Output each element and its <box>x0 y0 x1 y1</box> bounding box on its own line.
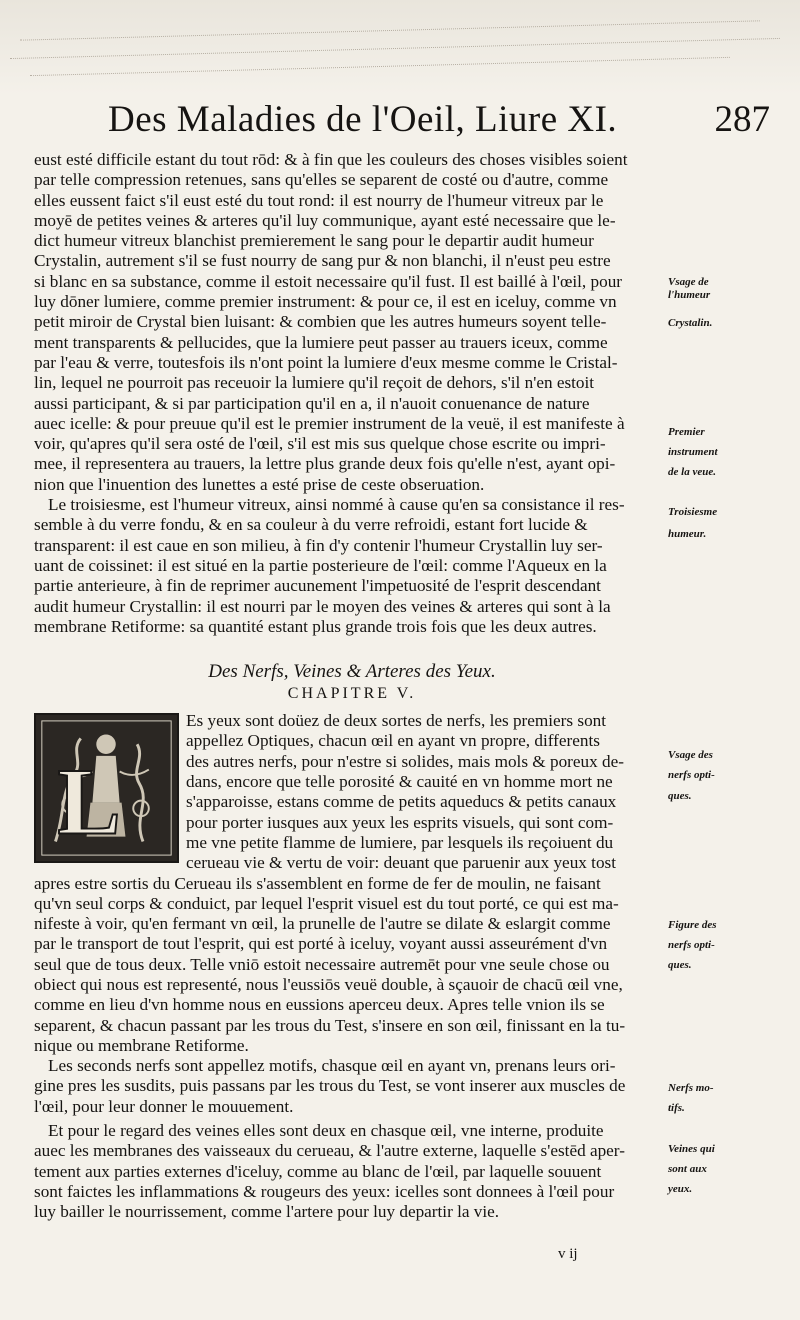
text-line: apres estre sortis du Cerueau ils s'assemblent en forme de fer de moulin, ne faisant <box>34 873 601 893</box>
text-line: Et pour le regard des veines elles sont deux en chasque œil, vne interne, produite <box>48 1121 604 1141</box>
text-line: Crystalin, autrement s'il se fust nourry de sang pur & non blanchi, il n'eust peu estre <box>34 251 611 271</box>
text-line: luy bailler le nourrissement, comme l'artere pour luy departir la vie. <box>34 1202 500 1222</box>
text-line: auec icelle: & pour preuue qu'il est le premier instrument de la veuë, il est manifeste à <box>34 413 625 433</box>
text-line: elles eussent faict s'il eust esté du tout rond: il est nourry de l'humeur vitreux par le <box>34 190 604 210</box>
text-line: dans, encore que telle porosité & cauité en vn homme mort ne <box>186 772 613 792</box>
text-line: par telle compression retenues, sans qu'elles se separent de costé ou d'autre, comme <box>34 170 609 190</box>
margin-note: humeur. <box>668 528 707 540</box>
margin-note: l'humeur <box>668 289 711 301</box>
running-head <box>40 98 770 148</box>
paragraph-optic-nerves <box>34 874 670 1057</box>
text-line: par l'eau & verre, toutesfois ils n'ont point la lumiere d'eux mesme comme le Cristal- <box>34 352 618 372</box>
text-line: luy dōner lumiere, comme premier instrument: & pour ce, il est en iceluy, comme vn <box>34 292 617 312</box>
margin-note: de la veue. <box>668 466 716 478</box>
text-line: sont faictes les inflammations & rougeurs des yeux: icelles sont donnees à l'œil pour <box>34 1181 615 1201</box>
text-line: semble à du verre fondu, & en sa couleur à du verre refroidi, estant fort lucide & <box>34 515 588 535</box>
margin-note: yeux. <box>668 1183 693 1195</box>
text-line: cerueau vie & vertu de voir: deuant que paruenir aux yeux tost <box>186 853 617 873</box>
text-line: transparent: il est caue en son milieu, à fin d'y contenir l'humeur Crystallin luy ser- <box>34 535 603 555</box>
margin-note: ques. <box>668 959 692 971</box>
text-line: l'œil, pour leur donner le mouuement. <box>34 1096 294 1116</box>
text-line: partie anterieure, à fin de reprimer aucunement l'impetuosité de l'esprit descendant <box>34 576 601 596</box>
margin-note: Crystalin. <box>668 317 713 329</box>
svg-text:L: L <box>57 748 121 855</box>
text-line: audit humeur Crystallin: il est nourri par le moyen des veines & arteres qui sont à la <box>34 596 611 616</box>
page-number: 287 <box>714 99 770 140</box>
chapter-opening <box>34 711 670 873</box>
text-line: des autres nerfs, pour n'estre si solides, mais mols & poreux de- <box>186 751 624 771</box>
text-line: dict humeur vitreux blanchist premierement le sang pour le departir audit humeur <box>34 231 594 251</box>
text-line: tement aux parties externes d'iceluy, comme au blanc de l'œil, par laquelle souuent <box>34 1161 602 1181</box>
text-line: seul que de tous deux. Telle vniō estoit necessaire autremēt pour vne seule chose ou <box>34 954 610 974</box>
text-line: mee, il representera au trauers, la lettre plus grande deux fois qu'elle n'est, ayant opi- <box>34 454 616 474</box>
chapter-number: CHAPITRE V. <box>287 685 417 703</box>
paragraph-crystalline <box>34 150 670 495</box>
paragraph-motor-nerves <box>34 1056 670 1117</box>
margin-note: Nerfs mo- <box>668 1082 714 1094</box>
text-line: separent, & chacun passant par les trous du Test, s'insere en son œil, finissant en la tu- <box>34 1015 626 1035</box>
margin-note: Vsage de <box>668 276 709 288</box>
margin-note: nerfs opti- <box>668 939 715 951</box>
running-title: Des Maladies de l'Oeil, Liure XI. <box>108 99 618 140</box>
margin-note: Premier <box>668 426 705 438</box>
text-line: comme en lieu d'vn homme nous en eussions aperceu deux. Apres telle vnion ils se <box>34 995 605 1015</box>
text-line: ment transparents & pellucides, que la lumiere peut passer au trauers iceux, comme <box>34 332 608 352</box>
text-line: membrane Retiforme: sa quantité estant plus grande trois fois que les deux autres. <box>34 616 597 636</box>
text-line: nion que l'inuention des lunettes a esté prise de ceste obseruation. <box>34 474 485 494</box>
text-line: pour porter iusques aux yeux les esprits visuels, qui sont com- <box>186 812 614 832</box>
chapter-title: Des Nerfs, Veines & Arteres des Yeux. <box>208 661 496 683</box>
main-text <box>34 150 670 1223</box>
text-line: nifeste à voir, qu'en fermant vn œil, la prunelle de l'autre se dilate & eslargit comme <box>34 914 611 934</box>
text-line: nique ou membrane Retiforme. <box>34 1035 249 1055</box>
text-line: aussi participant, & si par participation qu'il en a, il n'auoit conuenance de nature <box>34 393 590 413</box>
text-line: uant de coissinet: il est situé en la partie posterieure de l'œil: comme l'Aqueux en la <box>34 555 607 575</box>
margin-note: instrument <box>668 446 718 458</box>
margin-note: Troisiesme <box>668 506 718 518</box>
text-line: s'apparoisse, estans comme de petits aqueducs & petits canaux <box>186 792 617 812</box>
text-line: qu'vn seul corps & conduict, par lequel l'esprit visuel est du tout porté, ce qui est ma- <box>34 893 619 913</box>
text-line: Le troisiesme, est l'humeur vitreux, ainsi nommé à cause qu'en sa consistance il res- <box>48 495 625 515</box>
text-line: voir, qu'apres qu'il sera osté de l'œil, s'il est mis sus quelque chose escrite ou impri- <box>34 434 606 454</box>
text-line: Les seconds nerfs sont appellez motifs, chasque œil en ayant vn, prenans leurs ori- <box>48 1056 616 1076</box>
text-line: gine pres les susdits, puis passans par les trous du Test, se vont inserer aux muscles de <box>34 1076 626 1096</box>
margin-note: Veines qui <box>668 1143 715 1155</box>
bleed-through-area <box>0 0 800 95</box>
text-line: lin, lequel ne pourroit pas receuoir la lumiere qu'il reçoit de dehors, s'il n'en estoit <box>34 373 595 393</box>
margin-note: Vsage des <box>668 749 713 761</box>
text-line: par le transport de tout l'esprit, qui est porté à iceluy, voyant aussi asseurément d'vn <box>34 934 608 954</box>
text-line: si blanc en sa substance, comme il estoit necessaire qu'il fust. Il est baillé à l'œil, pour <box>34 271 623 291</box>
text-line: obiect qui nous est representé, nous l'eussiōs veuë double, à sçauoir de chacū œil vne, <box>34 974 623 994</box>
margin-note: nerfs opti- <box>668 769 715 781</box>
text-line: auec les membranes des vaisseaux du cerueau, & l'autre externe, laquelle s'estēd aper- <box>34 1141 625 1161</box>
margin-note: tifs. <box>668 1102 685 1114</box>
text-line: me vne petite flamme de lumiere, par lesquels ils reçoiuent du <box>186 832 614 852</box>
text-line: Es yeux sont doüez de deux sortes de nerfs, les premiers sont <box>186 711 607 731</box>
text-line: moyē de petites veines & arteres qu'il luy communique, ayant esté necessaire que le- <box>34 210 616 230</box>
paragraph-veins <box>34 1121 670 1222</box>
signature-mark: v ij <box>558 1246 578 1262</box>
text-line: petit miroir de Crystal bien luisant: & combien que les autres humeurs soyent telle- <box>34 312 607 332</box>
margin-note: Figure des <box>668 919 717 931</box>
margin-note: ques. <box>668 790 692 802</box>
text-line: appellez Optiques, chacun œil en ayant vn propre, differents <box>186 731 600 751</box>
text-line: eust esté difficile estant du tout rōd: & à fin que les couleurs des choses visibles soient <box>34 150 628 169</box>
paragraph-vitreous <box>34 495 670 637</box>
decorated-initial-l <box>34 713 179 863</box>
margin-note: sont aux <box>668 1163 707 1175</box>
